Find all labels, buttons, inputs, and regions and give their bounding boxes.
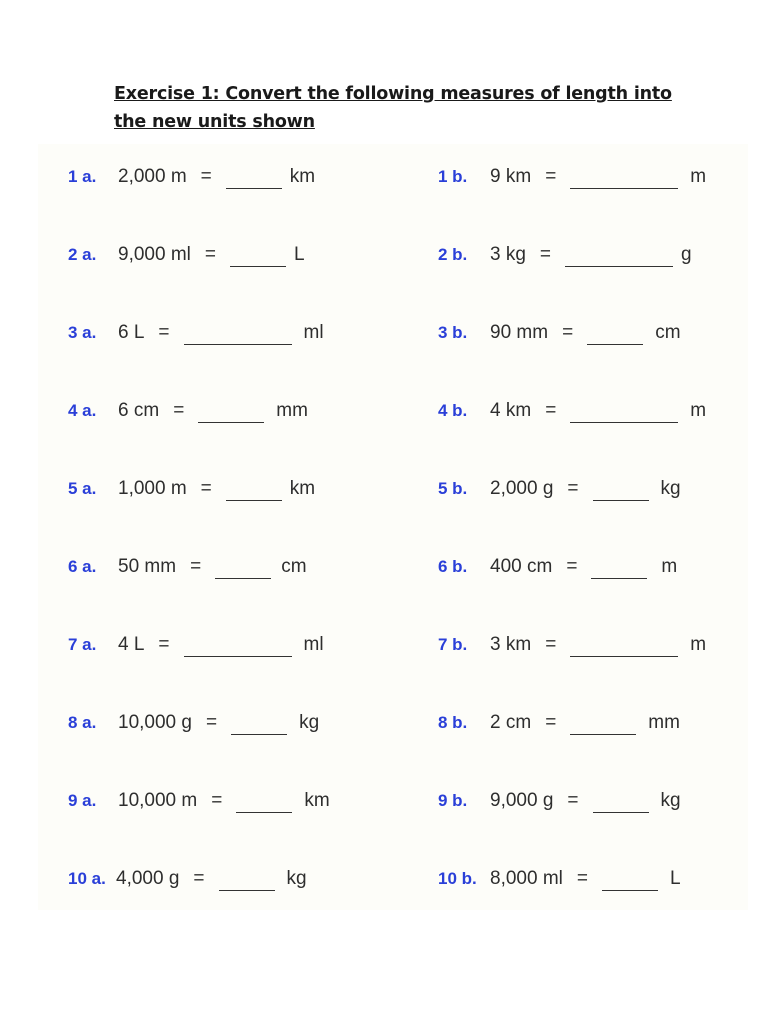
target-unit: cm: [655, 322, 681, 343]
problem-10a: [68, 864, 307, 894]
answer-blank[interactable]: [570, 716, 636, 735]
given-value: 2,000 m: [118, 166, 187, 187]
target-unit: mm: [276, 400, 308, 421]
target-unit: m: [690, 634, 707, 655]
given-value: 6 cm: [118, 400, 160, 421]
equals-sign: =: [539, 244, 552, 265]
worksheet-area: [38, 144, 748, 910]
problem-5a: [68, 474, 315, 504]
problem-label: 8 a.: [68, 713, 97, 732]
problem-4b: [438, 396, 706, 426]
problem-4a: [68, 396, 308, 426]
problem-label: 1 b.: [438, 167, 468, 186]
given-value: 2 cm: [490, 712, 532, 733]
problem-3b: [438, 318, 681, 348]
answer-blank[interactable]: [591, 560, 647, 579]
answer-blank[interactable]: [231, 716, 287, 735]
equals-sign: =: [173, 400, 185, 421]
problem-label: 7 b.: [438, 635, 468, 654]
target-unit: kg: [299, 712, 320, 733]
problem-5b: [438, 474, 681, 504]
given-value: 8,000 ml: [490, 868, 563, 889]
answer-blank[interactable]: [226, 170, 282, 189]
target-unit: L: [293, 244, 305, 265]
problem-label: 3 b.: [438, 323, 468, 342]
equals-sign: =: [545, 400, 557, 421]
answer-blank[interactable]: [570, 170, 678, 189]
given-value: 2,000 g: [490, 478, 554, 499]
answer-blank[interactable]: [565, 248, 673, 267]
problem-9a: [68, 786, 330, 816]
equals-sign: =: [566, 556, 578, 577]
answer-blank[interactable]: [593, 482, 649, 501]
target-unit: km: [289, 166, 316, 187]
problem-label: 4 b.: [438, 401, 468, 420]
given-value: 4,000 g: [116, 868, 180, 889]
equals-sign: =: [200, 478, 212, 499]
answer-blank[interactable]: [226, 482, 282, 501]
given-value: 6 L: [118, 322, 145, 343]
target-unit: cm: [281, 556, 307, 577]
given-value: 3 kg: [490, 244, 526, 265]
problem-1a: [68, 162, 315, 192]
answer-blank[interactable]: [236, 794, 292, 813]
target-unit: kg: [286, 868, 307, 889]
problem-label: 9 a.: [68, 791, 97, 810]
problem-label: 1 a.: [68, 167, 97, 186]
problem-label: 7 a.: [68, 635, 97, 654]
given-value: 9 km: [490, 166, 532, 187]
equals-sign: =: [576, 868, 588, 889]
answer-blank[interactable]: [570, 404, 678, 423]
problem-label: 9 b.: [438, 791, 468, 810]
given-value: 4 km: [490, 400, 532, 421]
problem-10b: [438, 864, 681, 894]
target-unit: km: [304, 790, 330, 811]
problem-label: 5 b.: [438, 479, 468, 498]
problem-8b: [438, 708, 680, 738]
problem-label: 2 a.: [68, 245, 97, 264]
equals-sign: =: [567, 478, 579, 499]
problem-label: 6 b.: [438, 557, 468, 576]
answer-blank[interactable]: [184, 638, 292, 657]
equals-sign: =: [193, 868, 205, 889]
equals-sign: =: [567, 790, 579, 811]
problem-label: 3 a.: [68, 323, 97, 342]
problem-label: 5 a.: [68, 479, 97, 498]
equals-sign: =: [158, 634, 170, 655]
target-unit: m: [690, 400, 707, 421]
target-unit: m: [661, 556, 678, 577]
problem-2a: [68, 240, 305, 270]
target-unit: km: [289, 478, 316, 499]
given-value: 4 L: [118, 634, 145, 655]
answer-blank[interactable]: [184, 326, 292, 345]
target-unit: mm: [648, 712, 680, 733]
answer-blank[interactable]: [230, 248, 286, 267]
target-unit: kg: [660, 478, 681, 499]
given-value: 1,000 m: [118, 478, 187, 499]
target-unit: kg: [660, 790, 681, 811]
given-value: 10,000 g: [118, 712, 192, 733]
target-unit: g: [681, 244, 692, 265]
title-line-1: Exercise 1: Convert the following measures of length into: [114, 84, 672, 104]
equals-sign: =: [545, 712, 557, 733]
given-value: 9,000 g: [490, 790, 554, 811]
title-line-2: the new units shown: [114, 112, 315, 132]
answer-blank[interactable]: [215, 560, 271, 579]
answer-blank[interactable]: [593, 794, 649, 813]
problem-3a: [68, 318, 324, 348]
given-value: 50 mm: [118, 556, 177, 577]
target-unit: m: [690, 166, 707, 187]
equals-sign: =: [190, 556, 202, 577]
equals-sign: =: [200, 166, 212, 187]
problem-label: 8 b.: [438, 713, 468, 732]
given-value: 3 km: [490, 634, 532, 655]
problem-8a: [68, 708, 319, 738]
exercise-title: [114, 80, 694, 136]
answer-blank[interactable]: [570, 638, 678, 657]
problem-6b: [438, 552, 677, 582]
target-unit: ml: [303, 322, 324, 343]
given-value: 10,000 m: [118, 790, 198, 811]
problem-7b: [438, 630, 706, 660]
problem-label: 4 a.: [68, 401, 97, 420]
answer-blank[interactable]: [198, 404, 264, 423]
problem-6a: [68, 552, 307, 582]
answer-blank[interactable]: [219, 872, 275, 891]
answer-blank[interactable]: [602, 872, 658, 891]
given-value: 90 mm: [490, 322, 549, 343]
problem-1b: [438, 162, 706, 192]
equals-sign: =: [545, 634, 557, 655]
problem-7a: [68, 630, 324, 660]
problem-label: 2 b.: [438, 245, 468, 264]
given-value: 9,000 ml: [118, 244, 191, 265]
problem-9b: [438, 786, 681, 816]
equals-sign: =: [158, 322, 170, 343]
equals-sign: =: [204, 244, 216, 265]
problem-label: 6 a.: [68, 557, 97, 576]
equals-sign: =: [211, 790, 223, 811]
given-value: 400 cm: [490, 556, 553, 577]
target-unit: L: [669, 868, 681, 889]
equals-sign: =: [205, 712, 218, 733]
target-unit: ml: [303, 634, 324, 655]
equals-sign: =: [545, 166, 557, 187]
problem-2b: [438, 240, 692, 270]
problem-label: 10 a.: [68, 869, 106, 888]
equals-sign: =: [562, 322, 574, 343]
answer-blank[interactable]: [587, 326, 643, 345]
problem-label: 10 b.: [438, 869, 477, 888]
